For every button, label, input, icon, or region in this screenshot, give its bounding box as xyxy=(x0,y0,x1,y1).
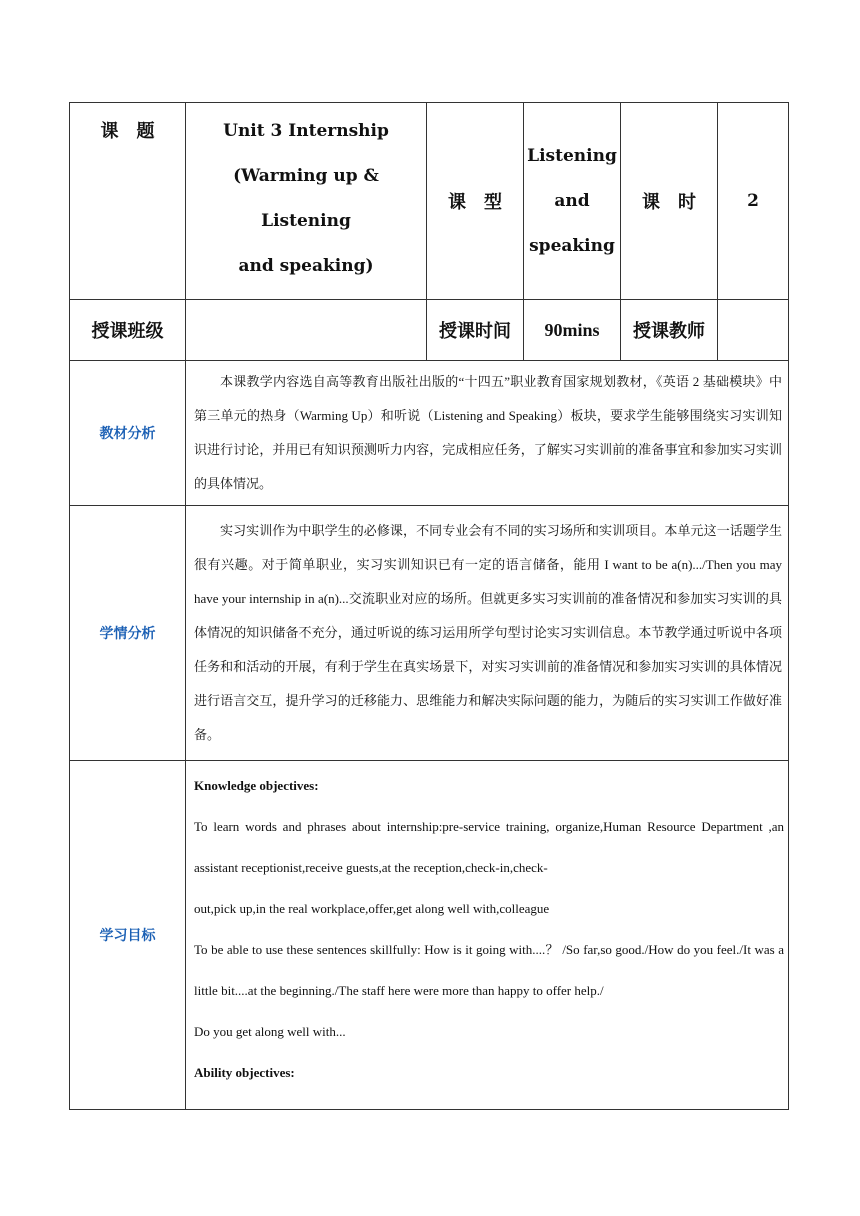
objectives-content xyxy=(186,761,789,1110)
knowledge-vocab-line-1: To learn words and phrases about internship:pre-service training, organize,Human Resource Department ,an assistant receptionist,receive guests,at the reception,check-in,check- xyxy=(194,819,784,875)
topic-line-3: and speaking) xyxy=(238,256,374,276)
ability-objectives-heading: Ability objectives: xyxy=(194,1065,295,1080)
hours-value: 2 xyxy=(718,103,789,300)
topic-value xyxy=(186,103,427,300)
textbook-label: 教材分析 xyxy=(70,361,186,506)
learner-row xyxy=(70,506,789,761)
type-value xyxy=(524,103,621,300)
textbook-analysis xyxy=(186,361,789,506)
type-label: 课 型 xyxy=(427,103,524,300)
knowledge-vocab-line-2: out,pick up,in the real workplace,offer,get along well with,colleague xyxy=(194,901,550,916)
learner-text: 实习实训作为中职学生的必修课，不同专业会有不同的实习场所和实训项目。本单元这一话题学生很有兴趣。对于简单职业，实习实训知识已有一定的语言储备，能用 I want to be a(n).../Then you may have your internship in a(n)...交流职业对应的场所。但就更多实习实训前的准备情况和参加实习实训的具体情况的知识储备不充分，通过听说的练习运用所学句型讨论实习实训信息。本节教学通过听说中各项任务和和活动的开展，有利于学生在真实场景下，对实习实训前的准备情况和参加实习实训的具体情况进行语言交互，提升学习的迁移能力、思维能力和解决实际问题的能力，为随后的实习实训工作做好准备。 xyxy=(194,523,782,742)
hours-label: 课 时 xyxy=(621,103,718,300)
topic-label: 课 题 xyxy=(70,103,186,300)
class-info-row xyxy=(70,300,789,361)
type-line-1: Listening xyxy=(527,145,617,166)
time-label: 授课时间 xyxy=(427,300,524,361)
textbook-row xyxy=(70,361,789,506)
textbook-text: 本课教学内容选自高等教育出版社出版的“十四五”职业教育国家规划教材，《英语 2 基础模块》中第三单元的热身（Warming Up）和听说（Listening and Speaking）板块，要求学生能够围绕实习实训知识进行讨论，并用已有知识预测听力内容，完成相应任务，了解实习实训前的准备事宜和参加实习实训的具体情况。 xyxy=(194,374,782,491)
teacher-label: 授课教师 xyxy=(621,300,718,361)
topic-line-2: (Warming up & Listening xyxy=(233,166,379,231)
objectives-label: 学习目标 xyxy=(70,761,186,1110)
sentence-objectives-end: Do you get along well with... xyxy=(194,1024,346,1039)
sentence-objectives: To be able to use these sentences skillfully: How is it going with....？ /So far,so good./How do you feel./It was a little bit....at the beginning./The staff here were more than happy to offer help./ xyxy=(194,942,784,998)
class-value xyxy=(186,300,427,361)
learner-analysis xyxy=(186,506,789,761)
header-row xyxy=(70,103,789,300)
class-label: 授课班级 xyxy=(70,300,186,361)
teacher-value xyxy=(718,300,789,361)
type-line-3: speaking xyxy=(529,235,615,256)
time-value: 90mins xyxy=(524,300,621,361)
topic-line-1: Unit 3 Internship xyxy=(223,121,389,141)
lesson-plan-table xyxy=(69,102,789,1110)
objectives-row xyxy=(70,761,789,1110)
learner-label: 学情分析 xyxy=(70,506,186,761)
type-line-2: and xyxy=(554,190,590,211)
knowledge-objectives-heading: Knowledge objectives: xyxy=(194,778,319,793)
